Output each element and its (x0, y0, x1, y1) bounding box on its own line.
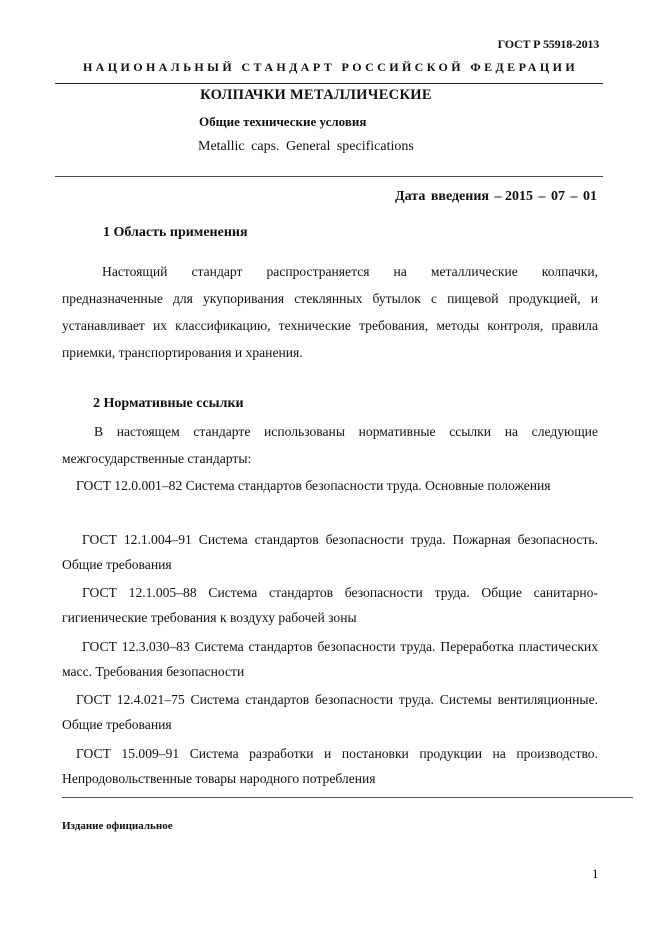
reference-item: ГОСТ 15.009–91 Система разработки и постановки продукции на производство. Непродовольственные товары народного потребления (62, 746, 598, 786)
introduction-date (395, 189, 597, 205)
document-title-english: Metallic caps. General specifications (198, 139, 414, 154)
document-code: ГОСТ Р 55918-2013 (497, 37, 599, 51)
title-divider (55, 176, 603, 177)
national-standard-heading: НАЦИОНАЛЬНЫЙ СТАНДАРТ РОССИЙСКОЙ ФЕДЕРАЦИИ (82, 60, 579, 74)
document-title: КОЛПАЧКИ МЕТАЛЛИЧЕСКИЕ (200, 87, 432, 103)
reference-item: ГОСТ 12.1.004–91 Система стандартов безопасности труда. Пожарная безопасность. Общие требования (62, 532, 598, 572)
section-text-normative-references: В настоящем стандарте использованы нормативные ссылки на следующие межгосударственные стандарты: (62, 424, 598, 466)
header-divider (55, 83, 603, 84)
reference-item: ГОСТ 12.0.001–82 Система стандартов безопасности труда. Основные положения (76, 478, 551, 493)
reference-item: ГОСТ 12.4.021–75 Система стандартов безопасности труда. Системы вентиляционные. Общие требования (62, 692, 598, 732)
section-heading-normative-references: 2 Нормативные ссылки (93, 396, 244, 411)
page-number: 1 (592, 866, 599, 881)
reference-item: ГОСТ 12.3.030–83 Система стандартов безопасности труда. Переработка пластических масс. Требования безопасности (62, 639, 598, 679)
section-text-scope: Настоящий стандарт распространяется на металлические колпачки, предназначенные для укупоривания стеклянных бутылок с пищевой продукцией, и устанавливает их классификацию, технические требования, методы контроля, правила приемки, транспортирования и хранения. (62, 264, 598, 360)
edition-note: Издание официальное (62, 820, 173, 832)
introduction-date-label: Дата введения – (395, 189, 502, 204)
document-subtitle: Общие технические условия (199, 114, 367, 129)
section-heading-scope: 1 Область применения (103, 225, 248, 240)
footer-divider (62, 797, 633, 798)
reference-item: ГОСТ 12.1.005–88 Система стандартов безопасности труда. Общие санитарно-гигиенические требования к воздуху рабочей зоны (62, 585, 598, 625)
introduction-date-value: 2015 – 07 – 01 (505, 189, 597, 204)
